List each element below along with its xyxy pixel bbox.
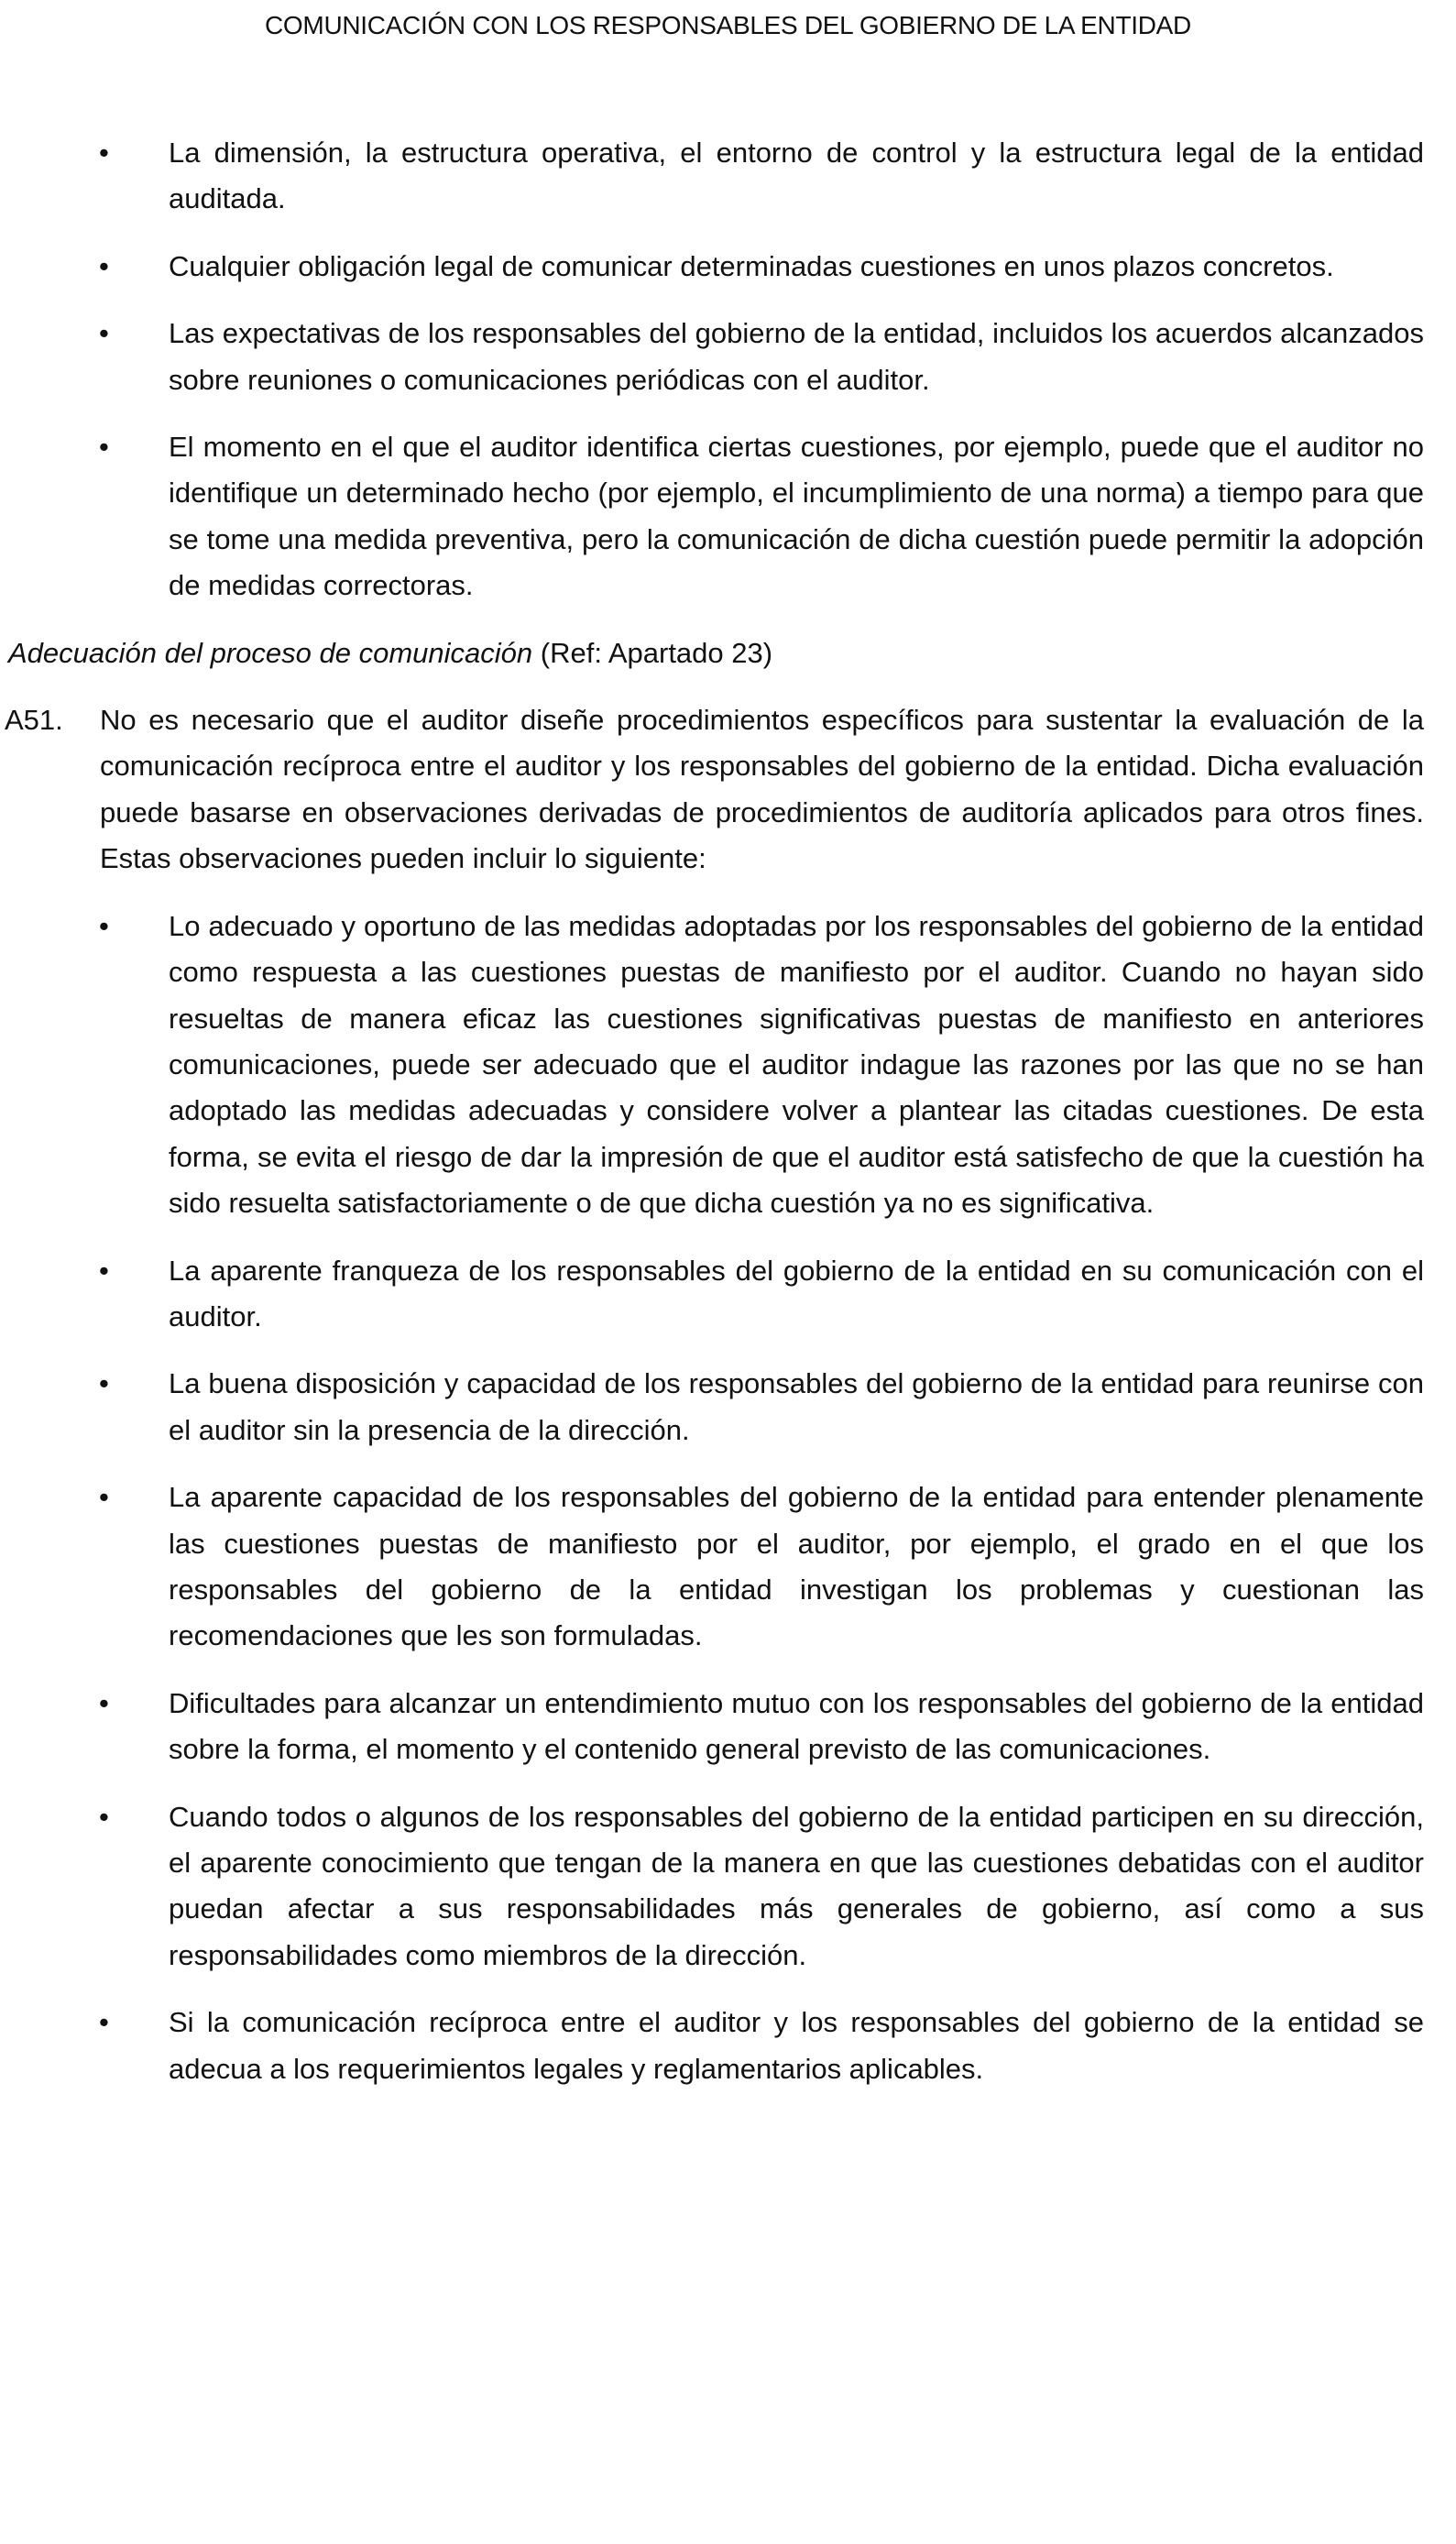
bullet-icon: •	[99, 1367, 109, 1400]
bullet-icon: •	[99, 137, 109, 169]
section-heading	[8, 631, 1456, 676]
paragraph-a51	[5, 697, 1424, 883]
paragraph-text: No es necesario que el auditor diseñe procedimientos específicos para sustentar la evaluación de la comunicación recíproca entre el auditor y los responsables del gobierno de la entidad. Dicha evaluación puede basarse en observaciones derivadas de procedimientos de auditoría aplicados para otros fines. Estas observaciones pueden incluir lo siguiente:	[100, 704, 1424, 875]
bullet-icon: •	[99, 1254, 109, 1287]
bullet-icon: •	[99, 909, 109, 942]
document-body	[0, 130, 1456, 2113]
list-item	[99, 1361, 1424, 1453]
list-item	[99, 904, 1424, 1227]
bullet-icon: •	[99, 317, 109, 350]
bullet-list-bottom	[0, 904, 1456, 2092]
page-header: COMUNICACIÓN CON LOS RESPONSABLES DEL GOBIERNO DE LA ENTIDAD	[265, 11, 1191, 39]
list-item-text: Lo adecuado y oportuno de las medidas adoptadas por los responsables del gobierno de la entidad como respuesta a las cuestiones puestas de manifiesto por el auditor. Cuando no hayan sido resueltas de manera eficaz las cuestiones significativas puestas de manifiesto en anteriores comunicaciones, puede ser adecuado que el auditor indague las razones por las que no se han adoptado las medidas adecuadas y considere volver a plantear las citadas cuestiones. De esta forma, se evita el riesgo de dar la impresión de que el auditor está satisfecho de que la cuestión ha sido resuelta satisfactoriamente o de que dicha cuestión ya no es significativa.	[169, 909, 1424, 1220]
bullet-icon: •	[99, 431, 109, 464]
list-item-text: La buena disposición y capacidad de los responsables del gobierno de la entidad para reunirse con el auditor sin la presencia de la dirección.	[169, 1367, 1424, 1446]
list-item-text: Si la comunicación recíproca entre el auditor y los responsables del gobierno de la entidad se adecua a los requerimientos legales y reglamentarios aplicables.	[169, 2006, 1424, 2085]
list-item	[99, 424, 1424, 609]
bullet-icon: •	[99, 2006, 109, 2039]
list-item-text: La aparente franqueza de los responsables del gobierno de la entidad en su comunicación con el auditor.	[169, 1254, 1424, 1332]
list-item-text: Dificultades para alcanzar un entendimiento mutuo con los responsables del gobierno de la entidad sobre la forma, el momento y el contenido general previsto de las comunicaciones.	[169, 1686, 1424, 1766]
list-item-text: Cuando todos o algunos de los responsables del gobierno de la entidad participen en su dirección, el aparente conocimiento que tengan de la manera en que las cuestiones debatidas con el auditor puedan afectar a sus responsabilidades más generales de gobierno, así como a sus responsabilidades como miembros de la dirección.	[169, 1800, 1424, 1971]
list-item	[99, 130, 1424, 223]
bullet-icon: •	[99, 1481, 109, 1514]
list-item-text: El momento en el que el auditor identifica ciertas cuestiones, por ejemplo, puede que el auditor no identifique un determinado hecho (por ejemplo, el incumplimiento de una norma) a tiempo para que se tome una medida preventiva, pero la comunicación de dicha cuestión puede permitir la adopción de medidas correctoras.	[169, 431, 1424, 602]
section-title: Adecuación del proceso de comunicación	[8, 636, 533, 669]
list-item	[99, 2000, 1424, 2092]
bullet-icon: •	[99, 1686, 109, 1719]
list-item-text: La aparente capacidad de los responsables del gobierno de la entidad para entender plenamente las cuestiones puestas de manifiesto por el auditor, por ejemplo, el grado en el que los responsables del gobierno de la entidad investigan los problemas y cuestionan las recomendaciones que les son formuladas.	[169, 1481, 1424, 1652]
paragraph-number: A51.	[5, 704, 63, 737]
bullet-icon: •	[99, 249, 109, 282]
list-item	[99, 1475, 1424, 1660]
list-item-text: Las expectativas de los responsables del gobierno de la entidad, incluidos los acuerdos alcanzados sobre reuniones o comunicaciones periódicas con el auditor.	[169, 317, 1424, 396]
list-item	[99, 311, 1424, 403]
bullet-list-top	[0, 130, 1456, 609]
list-item	[99, 1248, 1424, 1341]
list-item-text: Cualquier obligación legal de comunicar determinadas cuestiones en unos plazos concretos.	[169, 249, 1334, 282]
list-item	[99, 1681, 1424, 1773]
section-ref: (Ref: Apartado 23)	[532, 636, 773, 669]
list-item-text: La dimensión, la estructura operativa, el entorno de control y la estructura legal de la entidad auditada.	[169, 137, 1424, 215]
bullet-icon: •	[99, 1800, 109, 1833]
list-item	[99, 244, 1424, 290]
list-item	[99, 1794, 1424, 1979]
